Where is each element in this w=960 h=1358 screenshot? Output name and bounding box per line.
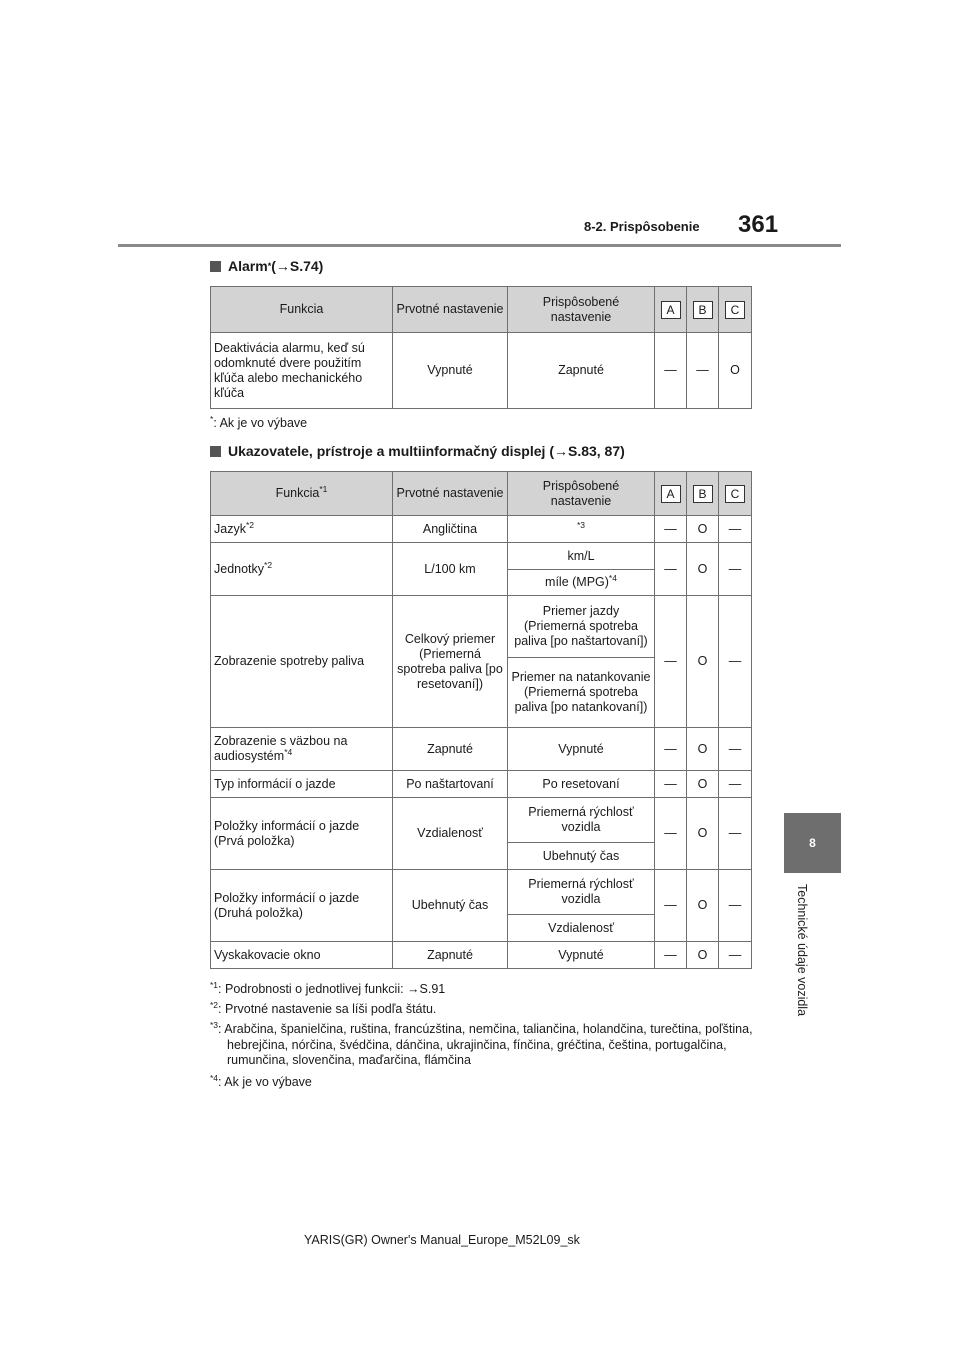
display-heading [210, 443, 625, 459]
cell-custom: Priemer jazdy (Priemerná spotreba paliva [po naštartovaní]) [508, 596, 655, 658]
cell-custom: Vypnuté [508, 942, 655, 969]
col-header-a: A [661, 301, 681, 319]
cell-function: Vyskakovacie okno [211, 942, 393, 969]
cell-function: Zobrazenie s väzbou na audiosystém [214, 734, 348, 763]
table-row: Jednotky$^{*2}$ L/100 km km/L — O — [211, 543, 752, 570]
cell-a: — [655, 333, 687, 409]
cell-function: Zobrazenie spotreby paliva [211, 596, 393, 728]
cell-function: Typ informácií o jazde [211, 771, 393, 798]
col-header-b: B [693, 485, 713, 503]
col-header-custom: Prispôsobené nastavenie [508, 472, 655, 516]
cell-custom: Priemer na natankovanie (Priemerná spotreba paliva [po natankovaní]) [508, 658, 655, 728]
alarm-footnote: *: Ak je vo výbave [210, 413, 308, 430]
cell-custom: Ubehnutý čas [508, 843, 655, 870]
cell-function: Položky informácií o jazde (Prvá položka) [211, 798, 393, 870]
col-header-initial: Prvotné nastavenie [393, 287, 508, 333]
cell-b: — [687, 333, 719, 409]
cell-function: Jednotky [214, 561, 265, 576]
col-header-function: Funkcia [211, 287, 393, 333]
cell-custom: Priemerná rýchlosť vozidla [508, 870, 655, 915]
cell-initial: Po naštartovaní [393, 771, 508, 798]
cell-initial: Vzdialenosť [393, 798, 508, 870]
cell-initial: Angličtina [393, 516, 508, 543]
header-divider [118, 244, 841, 247]
table-row: Typ informácií o jazde Po naštartovaní Po resetovaní — O — [211, 771, 752, 798]
col-header-initial: Prvotné nastavenie [393, 472, 508, 516]
display-title: Ukazovatele, prístroje a multiinformačný displej (→S.83, 87) [228, 443, 625, 459]
section-title: 8-2. Prispôsobenie [584, 219, 700, 234]
cell-initial: Zapnuté [393, 728, 508, 771]
table-row: Položky informácií o jazde (Druhá položka) Ubehnutý čas Priemerná rýchlosť vozidla — O — [211, 870, 752, 915]
cell-initial: Zapnuté [393, 942, 508, 969]
table-row: Jazyk$^{*2}$ Angličtina $^{*3}$ — O — [211, 516, 752, 543]
cell-custom: km/L [508, 543, 655, 570]
footnote-1: $^{*1}$: Podrobnosti o jednotlivej funkcii: →S.91 [210, 979, 446, 996]
chapter-tab [784, 813, 841, 873]
cell-custom: Priemerná rýchlosť vozidla [508, 798, 655, 843]
heading-bullet [210, 446, 221, 457]
table-row: míle (MPG)$^{*4}$ [211, 570, 752, 596]
asterisk: * [210, 413, 214, 424]
footnote-3: $^{*3}$: Arabčina, španielčina, ruština, francúzština, nemčina, taliančina, holandčina, turečtina, poľština, hebrejčina, nórčina, švédčina, dánčina, ukrajinčina, fínčina, gréčtina, čeština, portugalčina, rumunčina, slovenčina, maďarčina, flámčina [210, 1019, 753, 1068]
cell-custom: Vzdialenosť [508, 915, 655, 942]
col-header-c: C [725, 301, 745, 319]
page-number: 361 [738, 211, 779, 238]
chapter-number: 8 [809, 836, 816, 850]
cell-initial: Vypnuté [393, 333, 508, 409]
chapter-title: Technické údaje vozidla [795, 884, 809, 1017]
heading-bullet [210, 261, 221, 272]
table-row: Zobrazenie spotreby paliva Celkový priemer (Priemerná spotreba paliva [po resetovaní]) Priemer jazdy (Priemerná spotreba paliva [po naštartovaní]) — O — [211, 596, 752, 658]
alarm-title: Alarm [228, 258, 268, 274]
cell-function: Jazyk [214, 521, 246, 536]
cell-custom: Vypnuté [508, 728, 655, 771]
cell-initial: Ubehnutý čas [393, 870, 508, 942]
cell-custom: míle (MPG) [545, 575, 609, 589]
display-table: Funkcia$^{*1}$ Prvotné nastavenie Prispôsobené nastavenie A B C Jazyk$^{*2}$ Angličtina $^{*3}$ — O — Jednotky$^{*2}$ L/100 km km/L — O — míle (MPG)$^{*4}$ Zobrazenie spotreby paliva Celkový priemer (Priemerná spotreba paliva [po resetovaní]) Priemer jazdy (Priemerná spotreba paliva [po naštartovaní]) — O — Priemer na natankovanie (Priemerná spotreba paliva [po natankovaní]) Zobrazenie s väzbou na audiosystém$^{*4}$ Zapnuté Vypnuté — O — Typ informácií o jazde Po naštartovaní Po resetovaní — O — Položky informácií o jazde (Prvá položka) Vzdialenosť Priemerná rýchlosť vozidla — O — Ubehnutý čas Položky informácií o jazde (Druhá položka) Ubehnutý čas Priemerná rýchlosť vozidla — O — Vzdialenosť Vyskakovacie okno Zapnuté Vypnuté — O — [210, 471, 752, 969]
col-header-a: A [661, 485, 681, 503]
col-header-c: C [725, 485, 745, 503]
footnote-4: $^{*4}$: Ak je vo výbave [210, 1072, 312, 1089]
alarm-heading: Alarm * (→S.74) [210, 258, 323, 274]
col-header-b: B [693, 301, 713, 319]
table-row [211, 333, 752, 409]
cell-function: Položky informácií o jazde (Druhá položka) [211, 870, 393, 942]
footnote-2: $^{*2}$: Prvotné nastavenie sa líši podľa štátu. [210, 999, 437, 1016]
page-footer: YARIS(GR) Owner's Manual_Europe_M52L09_sk [304, 1233, 580, 1247]
cell-custom: *3 [576, 519, 586, 530]
alarm-table [210, 286, 752, 409]
cell-initial: Celkový priemer (Priemerná spotreba paliva [po resetovaní]) [393, 596, 508, 728]
cell-custom: Zapnuté [508, 333, 655, 409]
table-row: Vyskakovacie okno Zapnuté Vypnuté — O — [211, 942, 752, 969]
table-row: Zobrazenie s väzbou na audiosystém$^{*4}$ Zapnuté Vypnuté — O — [211, 728, 752, 771]
cell-custom: Po resetovaní [508, 771, 655, 798]
col-header-custom: Prispôsobené nastavenie [508, 287, 655, 333]
cell-initial: L/100 km [393, 543, 508, 596]
cell-c: O [719, 333, 752, 409]
col-header-function: Funkcia [275, 486, 320, 500]
cell-function: Deaktivácia alarmu, keď sú odomknuté dvere použitím kľúča alebo mechanického kľúča [211, 333, 393, 409]
table-row: Položky informácií o jazde (Prvá položka) Vzdialenosť Priemerná rýchlosť vozidla — O — [211, 798, 752, 843]
alarm-ref: (→S.74) [271, 258, 324, 274]
